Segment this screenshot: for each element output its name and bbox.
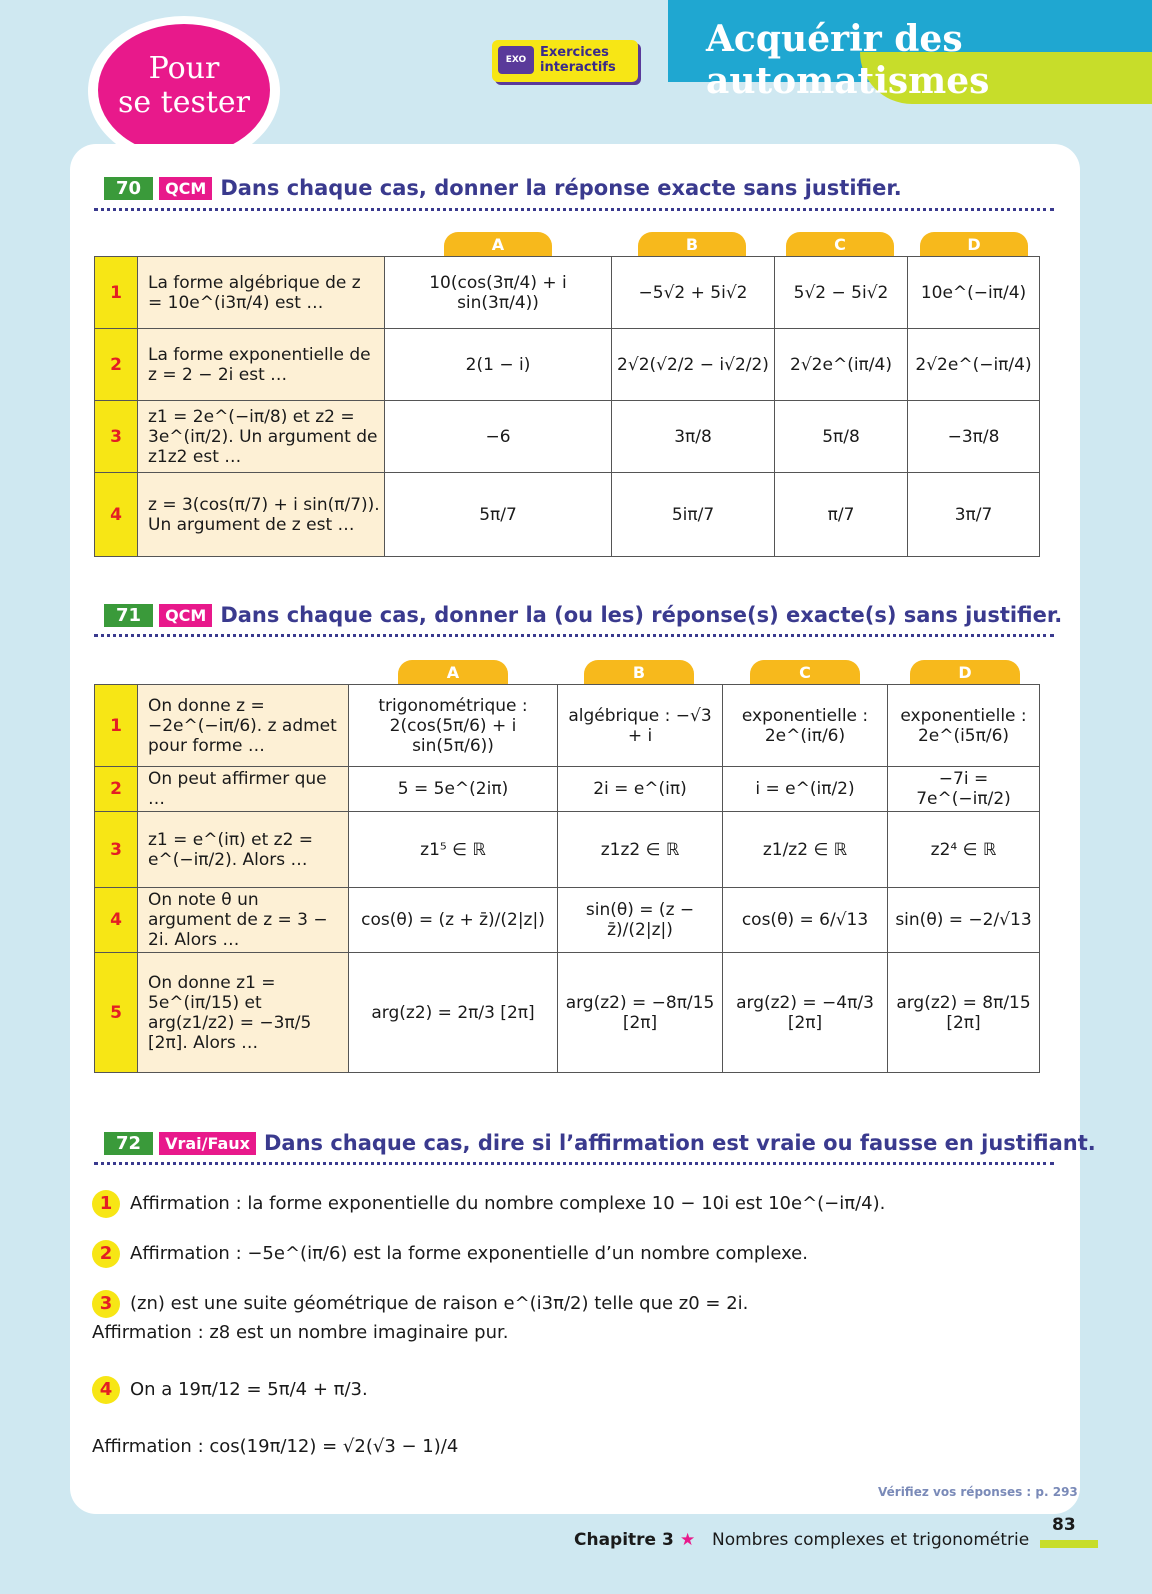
page-number-underline [1040, 1540, 1098, 1548]
answer-d: z2⁴ ∈ ℝ [888, 812, 1040, 888]
ex70-col-c: C [786, 232, 894, 256]
table-row [95, 401, 1040, 473]
question: On donne z1 = 5e^(iπ/15) et arg(z1/z2) = −3π/5 [2π]. Alors … [138, 953, 349, 1073]
table-row [95, 812, 1040, 888]
answer-b: arg(z2) = −8π/15 [2π] [558, 953, 723, 1073]
answer-d: exponentielle : 2e^(i5π/6) [888, 685, 1040, 767]
item-number: 1 [92, 1190, 120, 1218]
ex72-item-4 [92, 1376, 368, 1404]
chapter-subject: Nombres complexes et trigonométrie [712, 1530, 1030, 1550]
answer-a: 2(1 − i) [385, 329, 612, 401]
table-row [95, 329, 1040, 401]
table-row [95, 888, 1040, 953]
chapter-label: Chapitre 3 [574, 1530, 674, 1550]
exo-line2: interactifs [540, 60, 616, 75]
ex72-divider [94, 1162, 1054, 1165]
question: z1 = e^(iπ) et z2 = e^(−iπ/2). Alors … [138, 812, 349, 888]
ex71-col-b: B [584, 660, 694, 684]
item-text: On a 19π/12 = 5π/4 + π/3. [130, 1379, 368, 1400]
answer-b: 2√2(√2/2 − i√2/2) [612, 329, 775, 401]
answer-c: 5π/8 [775, 401, 908, 473]
exo-label [540, 45, 616, 75]
ex71-header [104, 600, 1062, 630]
item-number: 4 [92, 1376, 120, 1404]
answer-b: 3π/8 [612, 401, 775, 473]
ex72-title: Dans chaque cas, dire si l’affirmation est vraie ou fausse en justifiant. [263, 1131, 1096, 1155]
table-row [95, 685, 1040, 767]
ex71-col-c: C [750, 660, 860, 684]
ex72-item-4-affirmation: Affirmation : cos(19π/12) = √2(√3 − 1)/4 [92, 1436, 459, 1457]
answer-c: 5√2 − 5i√2 [775, 257, 908, 329]
answer-a: arg(z2) = 2π/3 [2π] [349, 953, 558, 1073]
answer-c: π/7 [775, 473, 908, 557]
table-row [95, 473, 1040, 557]
ex70-header [104, 173, 902, 203]
row-number: 3 [95, 401, 138, 473]
item-number: 3 [92, 1290, 120, 1318]
answer-d: −7i = 7e^(−iπ/2) [888, 767, 1040, 812]
row-number: 1 [95, 685, 138, 767]
answer-d: 3π/7 [908, 473, 1040, 557]
answer-c: z1/z2 ∈ ℝ [723, 812, 888, 888]
badge-line2: se tester [117, 85, 251, 120]
ex70-tag: QCM [159, 177, 212, 200]
ex70-col-a: A [444, 232, 552, 256]
row-number: 3 [95, 812, 138, 888]
answer-a: trigonométrique : 2(cos(5π/6) + i sin(5π/6)) [349, 685, 558, 767]
answer-b: 2i = e^(iπ) [558, 767, 723, 812]
ex71-divider [94, 634, 1054, 637]
ex71-tag: QCM [159, 604, 212, 627]
question: On note θ un argument de z = 3 − 2i. Alors … [138, 888, 349, 953]
question: z1 = 2e^(−iπ/8) et z2 = 3e^(iπ/2). Un argument de z1z2 est … [138, 401, 385, 473]
row-number: 4 [95, 473, 138, 557]
page-number: 83 [1052, 1515, 1076, 1535]
ex71-col-a: A [398, 660, 508, 684]
question: z = 3(cos(π/7) + i sin(π/7)). Un argument de z est … [138, 473, 385, 557]
row-number: 1 [95, 257, 138, 329]
answer-a: 5 = 5e^(2iπ) [349, 767, 558, 812]
ex70-col-b: B [638, 232, 746, 256]
ex70-table [94, 256, 1040, 557]
answer-a: −6 [385, 401, 612, 473]
ex72-item-3-affirmation: Affirmation : z8 est un nombre imaginaire pur. [92, 1322, 509, 1343]
answer-b: z1z2 ∈ ℝ [558, 812, 723, 888]
ex72-item-3 [92, 1290, 748, 1318]
answer-a: 10(cos(3π/4) + i sin(3π/4)) [385, 257, 612, 329]
item-text: (zn) est une suite géométrique de raison e^(i3π/2) telle que z0 = 2i. [130, 1293, 749, 1314]
answer-b: algébrique : −√3 + i [558, 685, 723, 767]
exercices-interactifs-button[interactable] [492, 40, 638, 82]
answer-c: exponentielle : 2e^(iπ/6) [723, 685, 888, 767]
question: On donne z = −2e^(−iπ/6). z admet pour forme … [138, 685, 349, 767]
table-row [95, 953, 1040, 1073]
answer-d: 2√2e^(−iπ/4) [908, 329, 1040, 401]
answer-b: −5√2 + 5i√2 [612, 257, 775, 329]
exo-icon: EXO [498, 46, 534, 74]
ex72-item-2 [92, 1240, 808, 1268]
check-answers-note: Vérifiez vos réponses : p. 293 [878, 1485, 1078, 1499]
question: La forme algébrique de z = 10e^(i3π/4) est … [138, 257, 385, 329]
ex72-number: 72 [104, 1132, 153, 1155]
answer-a: z1⁵ ∈ ℝ [349, 812, 558, 888]
item-text: Affirmation : −5e^(iπ/6) est la forme exponentielle d’un nombre complexe. [130, 1243, 808, 1264]
answer-c: cos(θ) = 6/√13 [723, 888, 888, 953]
ex71-col-d: D [910, 660, 1020, 684]
question: La forme exponentielle de z = 2 − 2i est … [138, 329, 385, 401]
answer-d: −3π/8 [908, 401, 1040, 473]
ex72-tag: Vrai/Faux [159, 1132, 256, 1155]
ex70-title: Dans chaque cas, donner la réponse exacte sans justifier. [220, 176, 902, 200]
row-number: 4 [95, 888, 138, 953]
pour-se-tester-badge [98, 24, 270, 156]
answer-c: i = e^(iπ/2) [723, 767, 888, 812]
answer-d: 10e^(−iπ/4) [908, 257, 1040, 329]
ex70-col-d: D [920, 232, 1028, 256]
ex70-number: 70 [104, 177, 153, 200]
star-icon: ★ [680, 1530, 696, 1550]
page-title: Acquérir des automatismes [706, 18, 990, 102]
answer-d: sin(θ) = −2/√13 [888, 888, 1040, 953]
ex72-item-1 [92, 1190, 885, 1218]
ex72-header [104, 1128, 1096, 1158]
ex71-title: Dans chaque cas, donner la (ou les) réponse(s) exacte(s) sans justifier. [220, 603, 1063, 627]
exo-line1: Exercices [540, 45, 609, 60]
question: On peut affirmer que … [138, 767, 349, 812]
item-number: 2 [92, 1240, 120, 1268]
ex71-table [94, 684, 1040, 1073]
ex71-number: 71 [104, 604, 153, 627]
answer-b: 5iπ/7 [612, 473, 775, 557]
badge-line1: Pour [148, 51, 220, 86]
table-row [95, 257, 1040, 329]
table-row [95, 767, 1040, 812]
answer-b: sin(θ) = (z − z̄)/(2|z|) [558, 888, 723, 953]
answer-a: 5π/7 [385, 473, 612, 557]
item-text: Affirmation : la forme exponentielle du nombre complexe 10 − 10i est 10e^(−iπ/4). [130, 1193, 886, 1214]
row-number: 5 [95, 953, 138, 1073]
answer-c: 2√2e^(iπ/4) [775, 329, 908, 401]
answer-d: arg(z2) = 8π/15 [2π] [888, 953, 1040, 1073]
answer-a: cos(θ) = (z + z̄)/(2|z|) [349, 888, 558, 953]
row-number: 2 [95, 329, 138, 401]
row-number: 2 [95, 767, 138, 812]
answer-c: arg(z2) = −4π/3 [2π] [723, 953, 888, 1073]
ex70-divider [94, 208, 1054, 211]
